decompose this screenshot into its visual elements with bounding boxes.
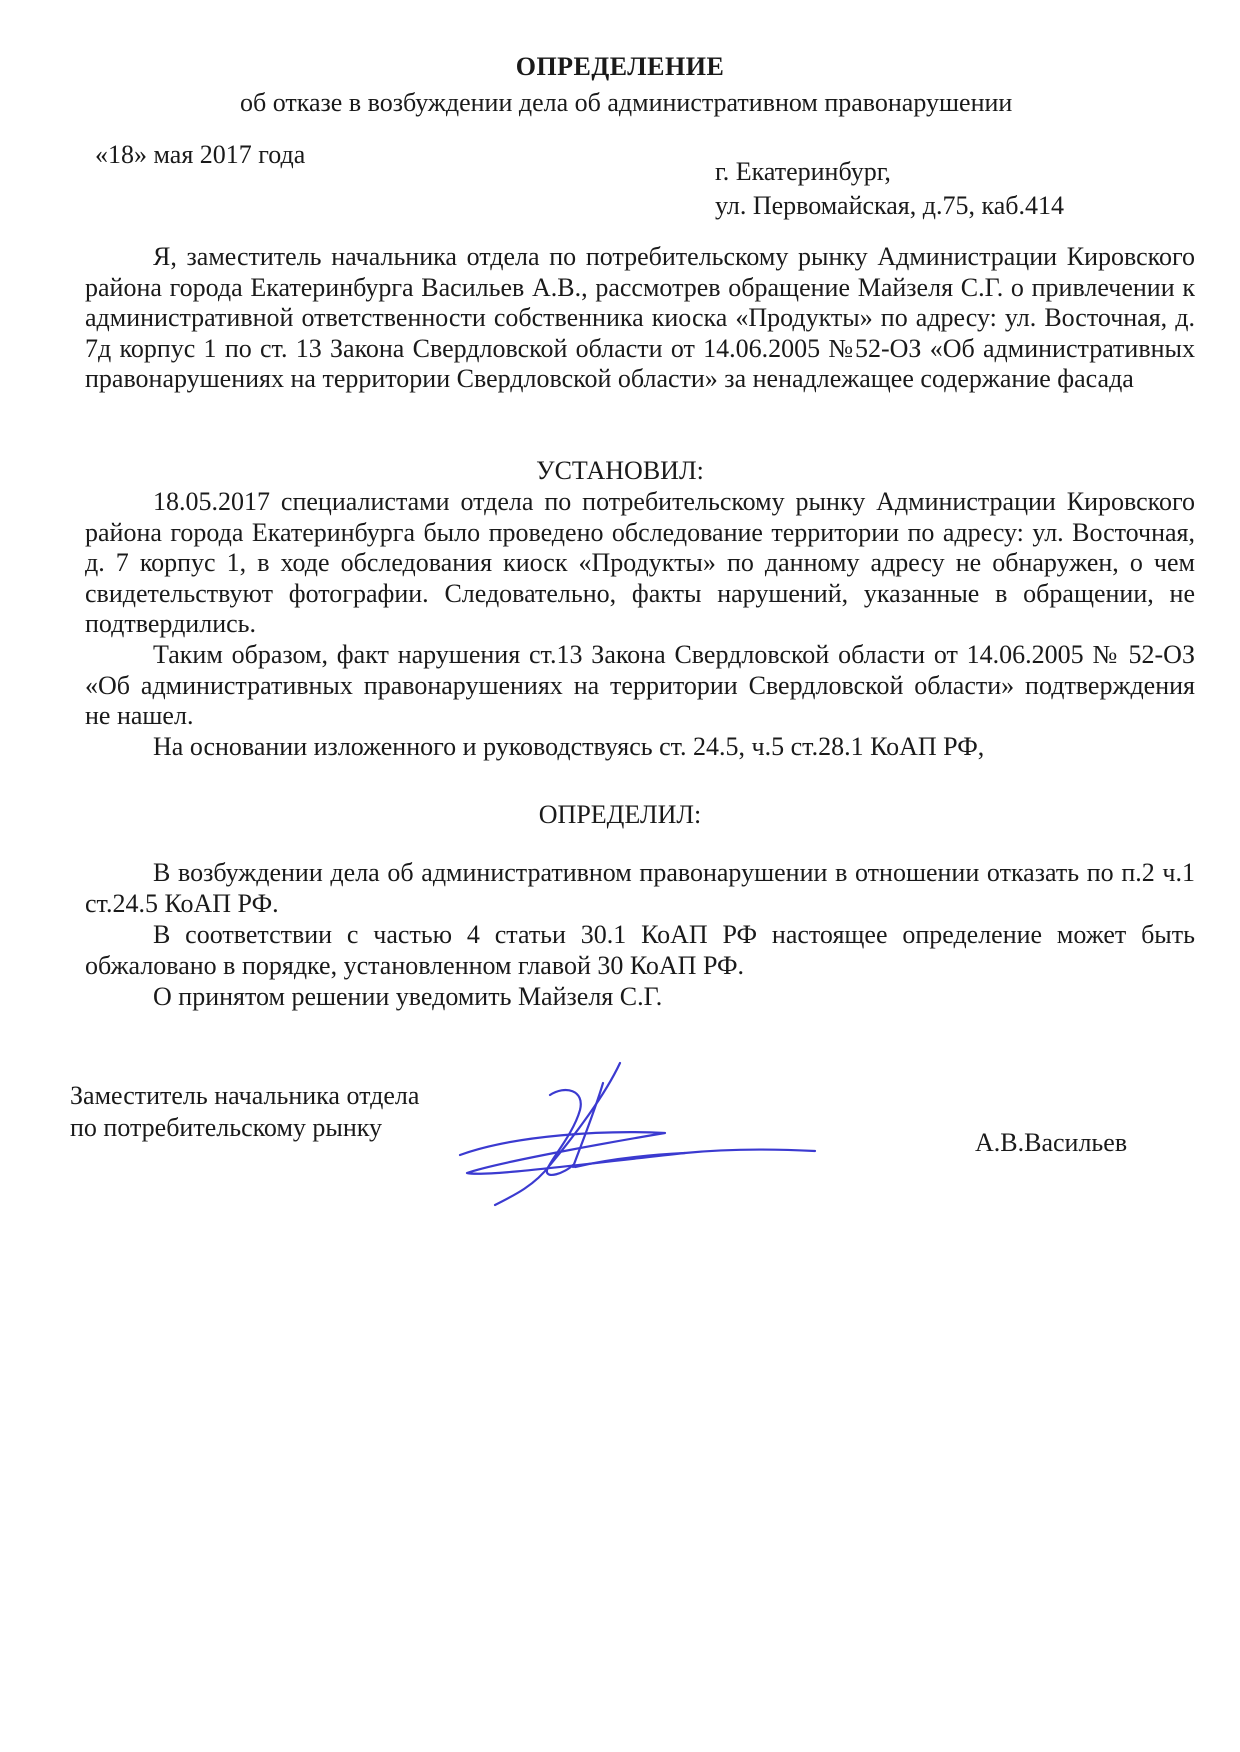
document-title: ОПРЕДЕЛЕНИЕ [515,52,725,81]
document-city: г. Екатеринбург, [715,157,891,186]
signatory-position [70,1080,419,1144]
decided-paragraph-3: О принятом решении уведомить Майзеля С.Г. [153,982,663,1011]
established-paragraph-1: 18.05.2017 специалистами отдела по потребительскому рынку Администрации Кировского района города Екатеринбурга было проведено обследование территории по адресу: ул. Восточная, д. 7 корпус 1, в ходе обследования киоск «Продукты» по данному адресу не обнаружен, о чем свидетельствуют фотографии. Следовательно, факты нарушений, указанные в обращении, не подтвердились. [85,487,1195,638]
intro-paragraph: Я, заместитель начальника отдела по потребительскому рынку Администрации Кировского района города Екатеринбурга Васильев А.В., рассмотрев обращение Майзеля С.Г. о привлечении к административной ответственности собственника киоска «Продукты» по адресу: ул. Восточная, д. 7д корпус 1 по ст. 13 Закона Свердловской области от 14.06.2005 №52-ОЗ «Об административных правонарушениях на территории Свердловской области» за ненадлежащее содержание фасада [85,242,1195,393]
decided-heading: ОПРЕДЕЛИЛ: [538,800,702,829]
document-date: «18» мая 2017 года [95,140,306,169]
document-subtitle: об отказе в возбуждении дела об административном правонарушении [240,88,1013,117]
established-paragraph-3: На основании изложенного и руководствуясь ст. 24.5, ч.5 ст.28.1 КоАП РФ, [153,732,985,761]
signatory-position-line-2: по потребительскому рынку [70,1113,383,1142]
signatory-position-line-1: Заместитель начальника отдела [70,1081,420,1110]
decided-paragraph-2: В соответствии с частью 4 статьи 30.1 КоАП РФ настоящее определение может быть обжаловано в порядке, установленном главой 30 КоАП РФ. [85,920,1195,980]
handwritten-signature [455,1055,835,1215]
decided-paragraph-1: В возбуждении дела об административном правонарушении в отношении отказать по п.2 ч.1 ст.24.5 КоАП РФ. [85,858,1195,918]
established-heading: УСТАНОВИЛ: [536,456,704,485]
document-address: ул. Первомайская, д.75, каб.414 [715,191,1064,220]
signatory-name: А.В.Васильев [975,1128,1128,1157]
document-place [715,155,1064,223]
established-paragraph-2: Таким образом, факт нарушения ст.13 Закона Свердловской области от 14.06.2005 № 52-ОЗ «Об административных правонарушениях на территории Свердловской области» подтверждения не нашел. [85,640,1195,730]
